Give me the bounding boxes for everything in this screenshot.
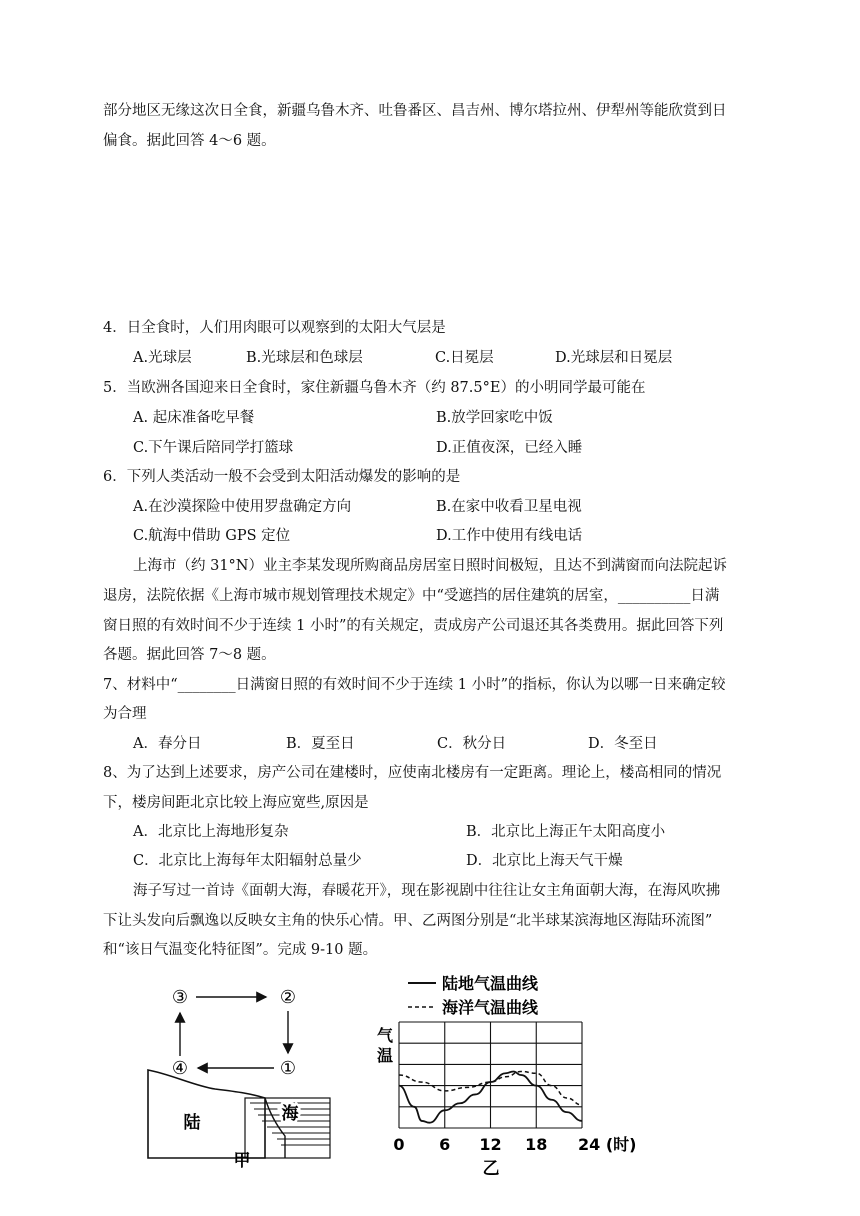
question-8-stem-2: 下，楼房间距北京比较上海应宽些,原因是 xyxy=(103,795,369,811)
question-4-stem: 4．日全食时，人们用肉眼可以观察到的太阳大气层是 xyxy=(103,320,446,336)
question-5-option-d: D.正值夜深，已经入睡 xyxy=(436,440,583,456)
passage-2-line-1: 上海市（约 31°N）业主李某发现所购商品房居室日照时间极短，且达不到满窗而向法院起诉 xyxy=(133,558,727,574)
question-5-option-a: A. 起床准备吃早餐 xyxy=(133,410,255,426)
point-1-label: ① xyxy=(279,1058,297,1079)
question-6-option-a: A.在沙漠探险中使用罗盘确定方向 xyxy=(133,499,352,515)
question-5-stem: 5．当欧洲各国迎来日全食时，家住新疆乌鲁木齐（约 87.5°E）的小明同学最可能在 xyxy=(103,380,646,396)
land-shape xyxy=(148,1070,265,1158)
passage-3-line-2: 下让头发向后飘逸以反映女主角的快乐心情。甲、乙两图分别是“北半球某滨海地区海陆环流图” xyxy=(103,913,713,929)
legend-land-label: 陆地气温曲线 xyxy=(442,974,539,993)
figure-yi xyxy=(372,968,640,1180)
chart-grid xyxy=(399,1022,582,1128)
figure-jia xyxy=(140,978,350,1178)
legend-sea-label: 海洋气温曲线 xyxy=(442,998,539,1017)
x-tick-label: 18 xyxy=(525,1135,548,1154)
question-4-option-b: B.光球层和色球层 xyxy=(246,350,363,366)
figure-jia-caption: 甲 xyxy=(233,1151,251,1171)
question-8-option-a: A．北京比上海地形复杂 xyxy=(133,824,289,840)
figure-yi-caption: 乙 xyxy=(482,1159,500,1179)
intro-line-2: 偏食。据此回答 4～6 题。 xyxy=(103,133,276,149)
question-6-option-d: D.工作中使用有线电话 xyxy=(436,528,583,544)
question-5-option-c: C.下午课后陪同学打篮球 xyxy=(133,440,294,456)
y-axis-label-2: 温 xyxy=(376,1046,394,1065)
point-2-label: ② xyxy=(279,987,297,1008)
chart-ticks xyxy=(393,1135,636,1154)
x-tick-label: 0 xyxy=(393,1135,405,1154)
question-5-option-b: B.放学回家吃中饭 xyxy=(436,410,553,426)
question-8-option-c: C．北京比上海每年太阳辐射总量少 xyxy=(133,853,362,869)
x-tick-label: 24 (时) xyxy=(578,1135,637,1154)
question-7-stem-1: 7、材料中“________日满窗日照的有效时间不少于连续 1 小时”的指标，你认为以哪一日来确定较 xyxy=(103,677,726,693)
passage-2-line-2: 退房，法院依据《上海市城市规划管理技术规定》中“受遮挡的居住建筑的居室，__________日满 xyxy=(103,588,720,604)
question-8-stem-1: 8、为了达到上述要求，房产公司在建楼时，应使南北楼房有一定距离。理论上，楼高相同的情况 xyxy=(103,765,722,781)
passage-2-line-4: 各题。据此回答 7～8 题。 xyxy=(103,647,276,663)
sea-label: 海 xyxy=(281,1104,299,1124)
question-7-option-c: C．秋分日 xyxy=(437,736,507,752)
question-7-option-b: B．夏至日 xyxy=(286,736,355,752)
land-label: 陆 xyxy=(183,1113,201,1133)
question-4-option-d: D.光球层和日冕层 xyxy=(555,350,673,366)
figure-jia-svg xyxy=(140,978,350,1178)
passage-3-line-3: 和“该日气温变化特征图”。完成 9-10 题。 xyxy=(103,942,378,958)
point-4-label: ④ xyxy=(171,1058,189,1079)
question-8-option-d: D．北京比上海天气干燥 xyxy=(466,853,623,869)
temperature-chart xyxy=(372,968,640,1180)
question-6-option-b: B.在家中收看卫星电视 xyxy=(436,499,582,515)
question-7-option-a: A．春分日 xyxy=(133,736,202,752)
question-6-stem: 6．下列人类活动一般不会受到太阳活动爆发的影响的是 xyxy=(103,469,461,485)
intro-line-1: 部分地区无缘这次日全食，新疆乌鲁木齐、吐鲁番区、昌吉州、博尔塔拉州、伊犁州等能欣赏到日 xyxy=(103,103,727,119)
x-tick-label: 6 xyxy=(439,1135,451,1154)
x-tick-label: 12 xyxy=(479,1135,502,1154)
point-3-label: ③ xyxy=(171,987,189,1008)
passage-2-line-3: 窗日照的有效时间不少于连续 1 小时”的有关规定，责成房产公司退还其各类费用。据此回答下列 xyxy=(103,618,724,634)
question-4-option-a: A.光球层 xyxy=(133,350,192,366)
question-7-stem-2: 为合理 xyxy=(103,706,147,722)
question-4-option-c: C.日冕层 xyxy=(435,350,494,366)
question-6-option-c: C.航海中借助 GPS 定位 xyxy=(133,528,291,544)
question-7-option-d: D．冬至日 xyxy=(588,736,658,752)
y-axis-label-1: 气 xyxy=(376,1026,394,1045)
question-8-option-b: B．北京比上海正午太阳高度小 xyxy=(466,824,666,840)
passage-3-line-1: 海子写过一首诗《面朝大海，春暖花开》，现在影视剧中往往让女主角面朝大海，在海风吹拂 xyxy=(133,883,721,899)
